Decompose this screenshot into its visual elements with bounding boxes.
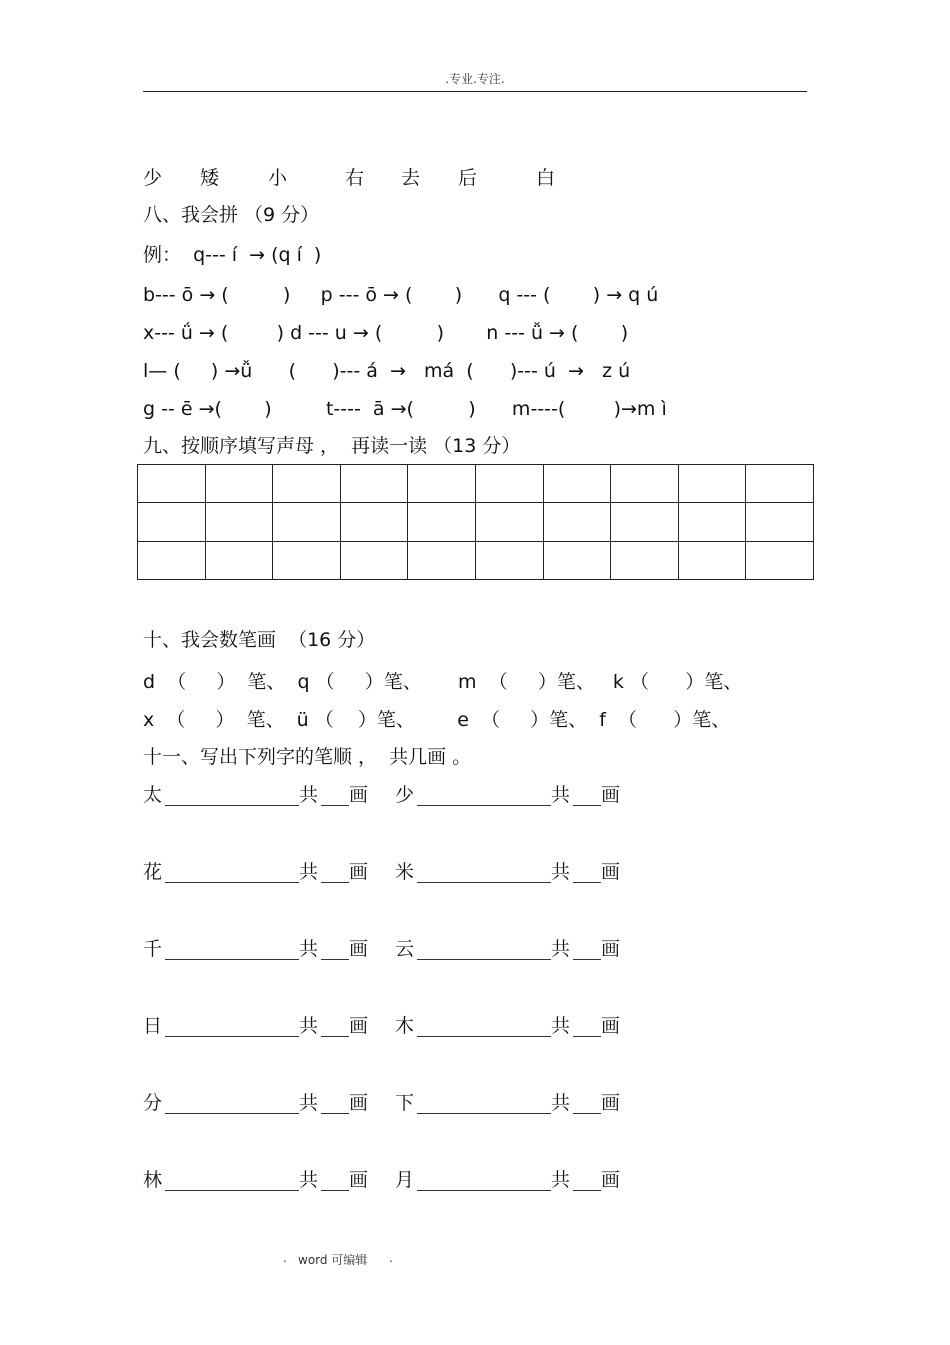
header-rule bbox=[143, 91, 807, 92]
gong-label: 共 bbox=[551, 1092, 571, 1114]
pinyin-line: l— ( ) →ǚ ( )--- á → má ( )--- ú → z ú bbox=[143, 360, 631, 382]
grid-cell[interactable] bbox=[678, 541, 746, 579]
stroke-count-blank[interactable] bbox=[321, 1113, 349, 1114]
grid-cell[interactable] bbox=[475, 503, 543, 541]
stroke-count-blank[interactable] bbox=[573, 805, 601, 806]
hua-label: 画 bbox=[349, 861, 369, 883]
hua-label: 画 bbox=[349, 938, 369, 960]
char-item: 去 bbox=[401, 167, 421, 189]
gong-label: 共 bbox=[551, 1015, 571, 1037]
hua-label: 画 bbox=[601, 861, 621, 883]
target-char: 云 bbox=[395, 938, 415, 960]
grid-cell[interactable] bbox=[475, 465, 543, 503]
grid-cell[interactable] bbox=[678, 465, 746, 503]
grid-cell[interactable] bbox=[408, 503, 476, 541]
gong-label: 共 bbox=[551, 1169, 571, 1191]
stroke-order-blank[interactable] bbox=[417, 1036, 551, 1037]
grid-cell[interactable] bbox=[678, 503, 746, 541]
gong-label: 共 bbox=[299, 1092, 319, 1114]
hua-label: 画 bbox=[601, 1169, 621, 1191]
stroke-order-blank[interactable] bbox=[417, 805, 551, 806]
gong-label: 共 bbox=[299, 938, 319, 960]
gong-label: 共 bbox=[299, 1169, 319, 1191]
grid-cell[interactable] bbox=[543, 503, 611, 541]
grid-cell[interactable] bbox=[138, 503, 206, 541]
section8-example: 例： q--- í → (q í ) bbox=[143, 244, 322, 266]
target-char: 花 bbox=[143, 861, 163, 883]
hua-label: 画 bbox=[349, 1169, 369, 1191]
target-char: 少 bbox=[395, 784, 415, 806]
target-char: 林 bbox=[143, 1169, 163, 1191]
char-item: 矮 bbox=[200, 167, 220, 189]
target-char: 千 bbox=[143, 938, 163, 960]
stroke-count-blank[interactable] bbox=[573, 959, 601, 960]
stroke-order-blank[interactable] bbox=[417, 959, 551, 960]
char-item: 小 bbox=[268, 167, 288, 189]
gong-label: 共 bbox=[551, 938, 571, 960]
target-char: 木 bbox=[395, 1015, 415, 1037]
stroke-count-blank[interactable] bbox=[321, 805, 349, 806]
gong-label: 共 bbox=[299, 1015, 319, 1037]
grid-cell[interactable] bbox=[475, 541, 543, 579]
char-item: 右 bbox=[345, 167, 365, 189]
grid-cell[interactable] bbox=[746, 503, 814, 541]
grid-cell[interactable] bbox=[611, 465, 679, 503]
grid-cell[interactable] bbox=[340, 503, 408, 541]
target-char: 下 bbox=[395, 1092, 415, 1114]
stroke-count-blank[interactable] bbox=[321, 959, 349, 960]
stroke-count-blank[interactable] bbox=[321, 1036, 349, 1037]
grid-row bbox=[138, 465, 814, 503]
section9-title: 九、按顺序填写声母 ， 再读一读 （13 分） bbox=[143, 435, 521, 457]
gong-label: 共 bbox=[551, 861, 571, 883]
stroke-order-blank[interactable] bbox=[417, 882, 551, 883]
grid-cell[interactable] bbox=[611, 541, 679, 579]
stroke-count-blank[interactable] bbox=[321, 882, 349, 883]
hua-label: 画 bbox=[601, 1092, 621, 1114]
gong-label: 共 bbox=[299, 861, 319, 883]
grid-row bbox=[138, 503, 814, 541]
hua-label: 画 bbox=[349, 1092, 369, 1114]
stroke-order-blank[interactable] bbox=[417, 1113, 551, 1114]
grid-cell[interactable] bbox=[611, 503, 679, 541]
grid-cell[interactable] bbox=[273, 465, 341, 503]
grid-cell[interactable] bbox=[205, 503, 273, 541]
target-char: 米 bbox=[395, 861, 415, 883]
hua-label: 画 bbox=[349, 1015, 369, 1037]
grid-cell[interactable] bbox=[205, 465, 273, 503]
stroke-order-blank[interactable] bbox=[165, 1036, 299, 1037]
stroke-order-blank[interactable] bbox=[165, 959, 299, 960]
target-char: 太 bbox=[143, 784, 163, 806]
pinyin-line: b--- ō → ( ) p --- ō → ( ) q --- ( ) → q ú bbox=[143, 284, 659, 306]
pinyin-line: g -- ē →( ) t---- ā →( ) m----( )→m ì bbox=[143, 398, 667, 420]
stroke-order-blank[interactable] bbox=[165, 805, 299, 806]
grid-cell[interactable] bbox=[340, 541, 408, 579]
target-char: 分 bbox=[143, 1092, 163, 1114]
grid-cell[interactable] bbox=[746, 541, 814, 579]
grid-row bbox=[138, 541, 814, 579]
gong-label: 共 bbox=[551, 784, 571, 806]
page-header: .专业.专注. bbox=[445, 72, 505, 86]
pinyin-line: x--- ǘ → ( ) d --- u → ( ) n --- ǚ → ( ) bbox=[143, 322, 629, 344]
char-item: 后 bbox=[458, 167, 478, 189]
grid-cell[interactable] bbox=[340, 465, 408, 503]
initials-grid bbox=[137, 464, 814, 580]
grid-cell[interactable] bbox=[543, 541, 611, 579]
hua-label: 画 bbox=[601, 1015, 621, 1037]
target-char: 日 bbox=[143, 1015, 163, 1037]
grid-cell[interactable] bbox=[543, 465, 611, 503]
hua-label: 画 bbox=[601, 784, 621, 806]
stroke-order-blank[interactable] bbox=[165, 1190, 299, 1191]
grid-cell[interactable] bbox=[273, 541, 341, 579]
char-item: 少 bbox=[143, 167, 163, 189]
grid-cell[interactable] bbox=[205, 541, 273, 579]
stroke-order-blank[interactable] bbox=[417, 1190, 551, 1191]
stroke-count-blank[interactable] bbox=[573, 1113, 601, 1114]
footer-dot-right: . bbox=[389, 1251, 393, 1265]
gong-label: 共 bbox=[299, 784, 319, 806]
stroke-count-line: d （ ） 笔、 q （ ）笔、 m （ ）笔、 k （ ）笔、 bbox=[143, 671, 743, 693]
stroke-order-blank[interactable] bbox=[165, 882, 299, 883]
grid-cell[interactable] bbox=[746, 465, 814, 503]
hua-label: 画 bbox=[601, 938, 621, 960]
stroke-count-blank[interactable] bbox=[321, 1190, 349, 1191]
stroke-count-blank[interactable] bbox=[573, 1190, 601, 1191]
stroke-count-line: x （ ） 笔、 ü （ ）笔、 e （ ）笔、 f （ ）笔、 bbox=[143, 709, 731, 731]
grid-cell[interactable] bbox=[273, 503, 341, 541]
stroke-count-blank[interactable] bbox=[573, 882, 601, 883]
section8-title: 八、我会拼 （9 分） bbox=[143, 204, 320, 226]
grid-cell[interactable] bbox=[408, 465, 476, 503]
section11-title: 十一、写出下列字的笔顺 ， 共几画 。 bbox=[143, 746, 472, 768]
target-char: 月 bbox=[395, 1169, 415, 1191]
section10-title: 十、我会数笔画 （16 分） bbox=[143, 629, 376, 651]
footer-text: word 可编辑 bbox=[298, 1253, 368, 1267]
footer-dot-left: . bbox=[283, 1251, 287, 1265]
char-item: 白 bbox=[536, 167, 556, 189]
stroke-count-blank[interactable] bbox=[573, 1036, 601, 1037]
hua-label: 画 bbox=[349, 784, 369, 806]
grid-cell[interactable] bbox=[138, 465, 206, 503]
grid-cell[interactable] bbox=[408, 541, 476, 579]
grid-cell[interactable] bbox=[138, 541, 206, 579]
stroke-order-blank[interactable] bbox=[165, 1113, 299, 1114]
